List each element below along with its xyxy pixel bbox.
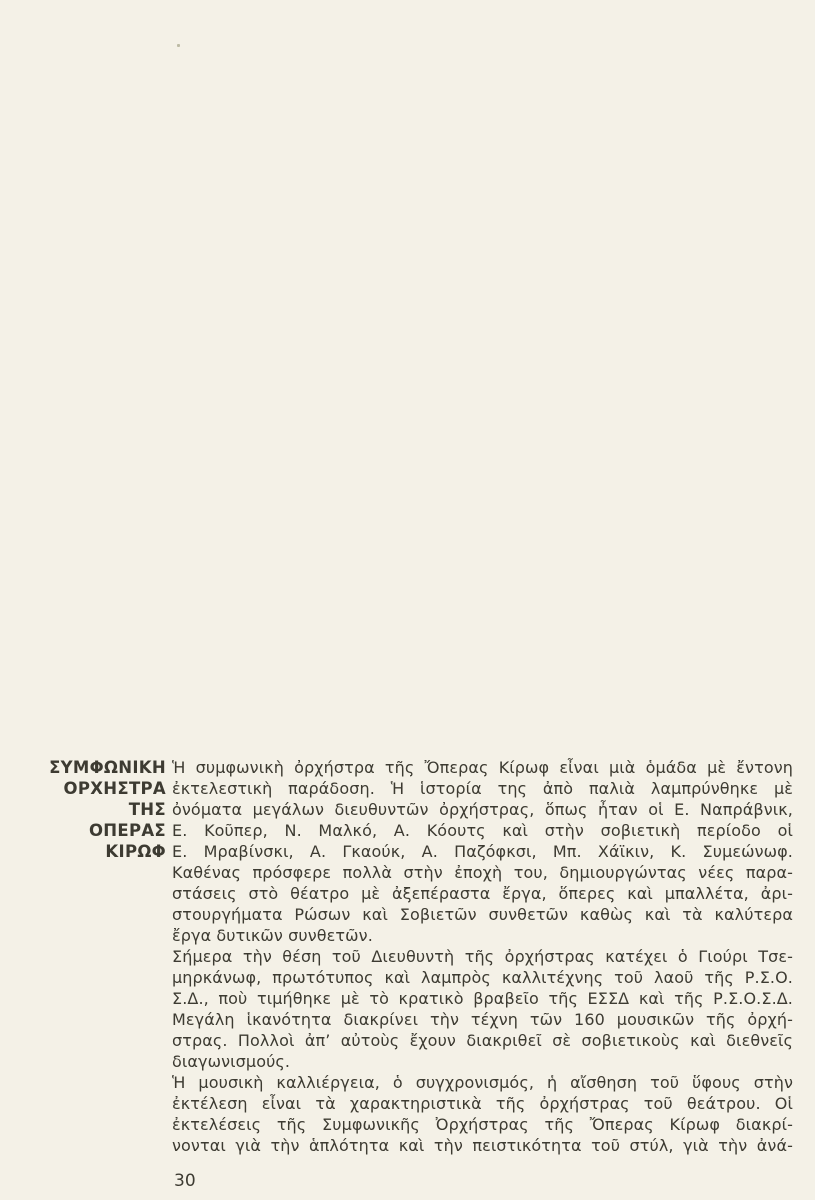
heading-line: ΟΡΧΗΣΤΡΑ [63,779,166,798]
body-line: Ἡ μουσικὴ καλλιέργεια, ὁ συγχρονισμός, ἡ αἴσθηση τοῦ ὕφους στὴν [172,1073,793,1092]
body-line: νονται γιὰ τὴν ἁπλότητα καὶ τὴν πειστικότητα τοῦ στύλ, γιὰ τὴν ἀνά- [172,1136,793,1155]
heading-line: ΤΗΣ [128,800,166,819]
body-line: ἐκτελέσεις τῆς Συμφωνικῆς Ὀρχήστρας τῆς Ὄπερας Κίρωφ διακρί- [172,1115,793,1134]
body-line: μηρκάνωφ, πρωτότυπος καὶ λαμπρὸς καλλιτέχνης τοῦ λαοῦ τῆς Ρ.Σ.Ο. [172,968,793,987]
section-heading [38,757,166,862]
body-text-column [172,757,793,1156]
heading-line: ΚΙΡΩΦ [105,842,166,861]
body-line: ἐκτελεστικὴ παράδοση. Ἡ ἱστορία της ἀπὸ παλιὰ λαμπρύνθηκε μὲ [172,779,793,798]
heading-line: ΣΥΜΦΩΝΙΚΗ [49,758,166,777]
body-line: ἔργα δυτικῶν συνθετῶν. [172,926,373,945]
body-line: Μεγάλη ἱκανότητα διακρίνει τὴν τέχνη τῶν 160 μουσικῶν τῆς ὀρχή- [172,1010,793,1029]
body-line: Ε. Μραβίνσκι, Α. Γκαούκ, Α. Παζόφκσι, Μπ. Χάϊκιν, Κ. Συμεώνωφ. [172,842,793,861]
body-line: στάσεις στὸ θέατρο μὲ ἀξεπέραστα ἔργα, ὅπερες καὶ μπαλλέτα, ἀρι- [172,884,793,903]
body-line: στρας. Πολλοὶ ἀπ’ αὐτοὺς ἔχουν διακριθεῖ σὲ σοβιετικοὺς καὶ διεθνεῖς [172,1031,793,1050]
body-line: Ἡ συμφωνικὴ ὀρχήστρα τῆς Ὄπερας Κίρωφ εἶναι μιὰ ὁμάδα μὲ ἔντονη [172,758,793,777]
body-line: Σήμερα τὴν θέση τοῦ Διευθυντὴ τῆς ὀρχήστρας κατέχει ὁ Γιούρι Τσε- [172,947,793,966]
body-line: διαγωνισμούς. [172,1052,291,1071]
body-line: Ε. Κοῦπερ, Ν. Μαλκό, Α. Κόουτς καὶ στὴν σοβιετικὴ περίοδο οἱ [172,821,793,840]
dust-speck [177,44,180,47]
body-line: Σ.Δ., ποὺ τιμήθηκε μὲ τὸ κρατικὸ βραβεῖο τῆς ΕΣΣΔ καὶ τῆς Ρ.Σ.Ο.Σ.Δ. [172,989,793,1008]
body-line: Καθένας πρόσφερε πολλὰ στὴν ἐποχὴ του, δημιουργώντας νέες παρα- [172,863,793,882]
body-line: ἐκτέλεση εἶναι τὰ χαρακτηριστικὰ τῆς ὀρχήστρας τοῦ θεάτρου. Οἱ [172,1094,793,1113]
heading-line: ΟΠΕΡΑΣ [88,821,166,840]
body-line: ὀνόματα μεγάλων διευθυντῶν ὀρχήστρας, ὅπως ἦταν οἱ Ε. Ναπράβνικ, [172,800,793,819]
page-number: 30 [174,1171,196,1191]
body-line: στουργήματα Ρώσων καὶ Σοβιετῶν συνθετῶν καθὼς καὶ τὰ καλύτερα [172,905,793,924]
